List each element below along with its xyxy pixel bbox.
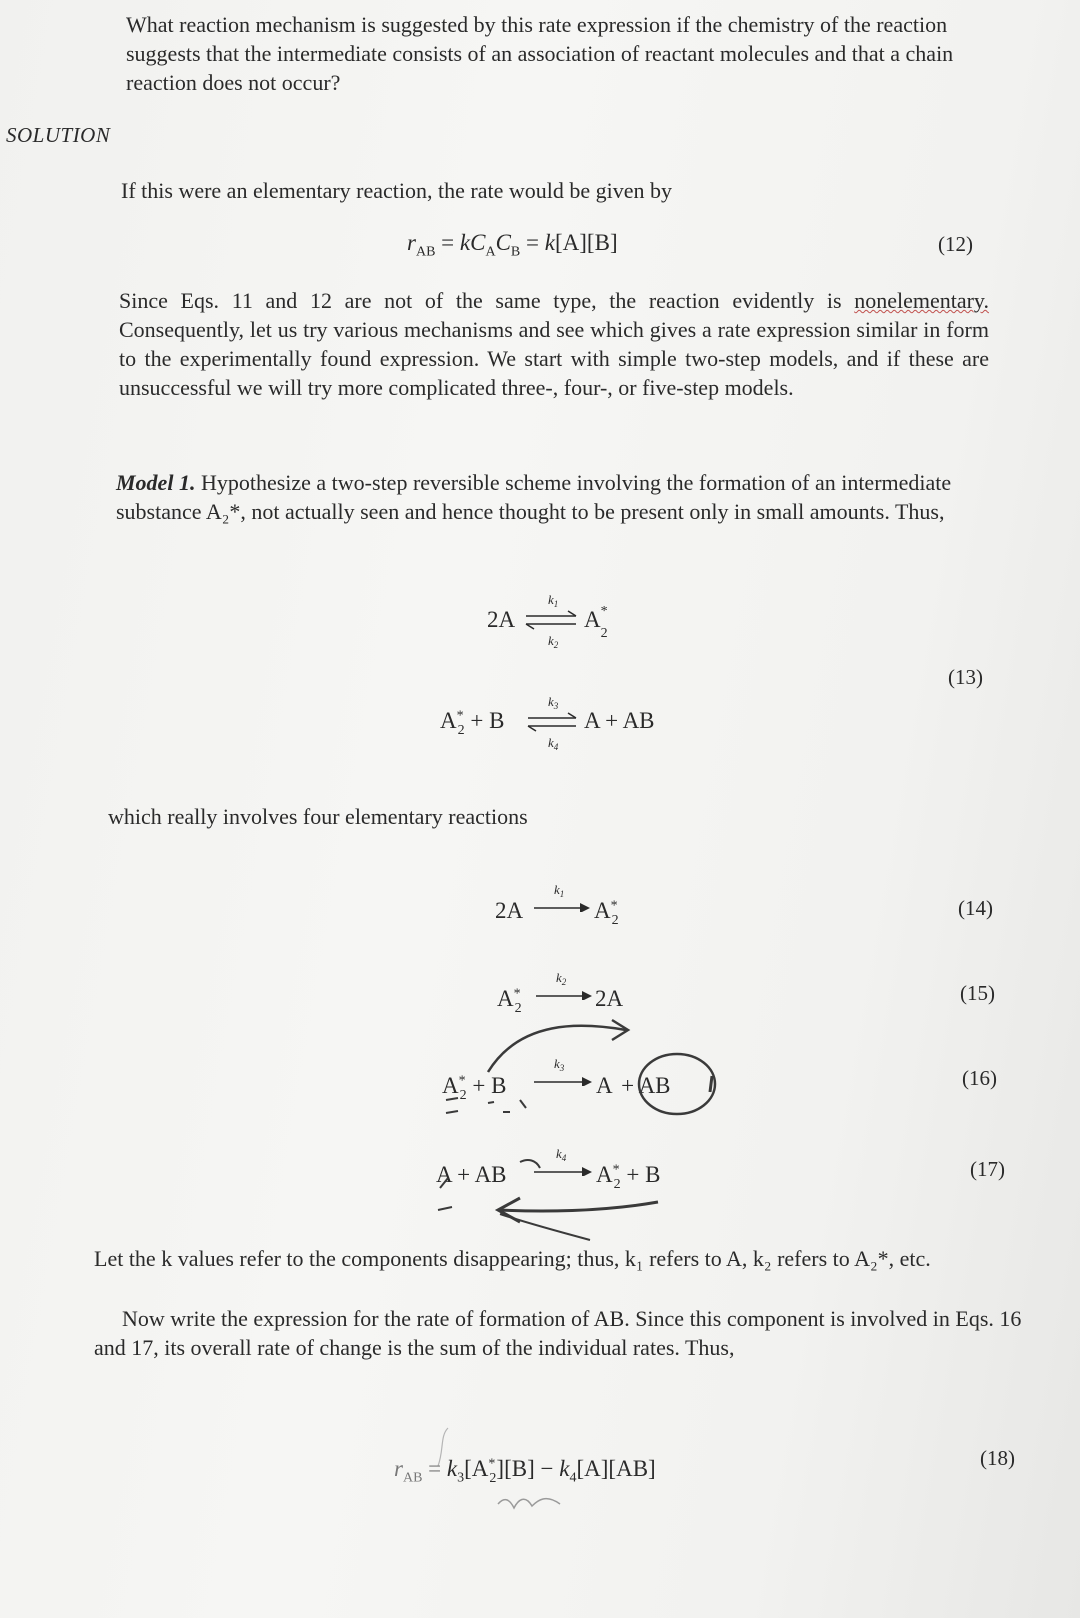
equation-13-line1: 2A: [487, 607, 516, 632]
svg-text:k3: $k_3$: [554, 1056, 565, 1073]
solution-heading: SOLUTION: [6, 123, 111, 147]
para-nonelementary: Since Eqs. 11 and 12 are not of the same type, the reaction evidently is nonelementary. Consequently, let us try various mechanisms and see which gives a rate expression similar in form to the experimentally found expression. We start with simple two-step models, and if these are unsuccessful we will try more complicated three-, four-, or five-step models.: [119, 288, 989, 400]
equation-14-number: (14): [958, 896, 993, 920]
equation-13-number: (13): [948, 665, 983, 689]
para-k-values: Let the k values refer to the components disappearing; thus, k₁ refers to A, k₂ refers to A₂*, etc.: [94, 1246, 931, 1271]
equation-17-number: (17): [970, 1157, 1005, 1181]
equation-17-reactants: A + AB: [436, 1162, 507, 1187]
para-four-elementary: which really involves four elementary reactions: [108, 804, 528, 829]
equation-13-line2: $A^*_2 + B$: [440, 708, 505, 738]
equation-18-number: (18): [980, 1446, 1015, 1470]
equation-18: $r_{AB} = k_3[A^*_2][B] - k_4[A][AB]$: [394, 1456, 656, 1486]
svg-text:k3: $k_3$: [548, 694, 559, 711]
equation-12-number: (12): [938, 232, 973, 256]
equation-17-products: $A^*_2 + B$: [596, 1162, 661, 1192]
question-text: What reaction mechanism is suggested by this rate expression if the chemistry of the reaction suggests that the intermediate consists of an association of reactant molecules and that a chain reaction does not occur?: [126, 12, 954, 95]
equation-14-product: $A^*_2$: [594, 898, 619, 928]
equation-16-products: A + AB: [596, 1073, 671, 1098]
para-model-1: Model 1. Hypothesize a two-step reversible scheme involving the formation of an intermediate substance A₂*, not actually seen and hence thought to be present only in small amounts. Thus,: [116, 470, 952, 524]
equation-14-reactant: 2A: [495, 898, 524, 923]
equation-16-number: (16): [962, 1066, 997, 1090]
svg-text:k1: $k_1$: [548, 592, 559, 609]
equation-12: $r_{AB} = kC_AC_B = k[A][B]$: [407, 230, 618, 260]
equation-13-line2-products: A + AB: [584, 708, 655, 733]
svg-text:k2: $k_2$: [556, 970, 567, 987]
svg-text:k1: $k_1$: [554, 882, 565, 899]
svg-text:k4: $k_4$: [548, 735, 559, 752]
para-rate-formation: Now write the expression for the rate of formation of AB. Since this component is involved in Eqs. 16 and 17, its overall rate of change is the sum of the individual rates. Thus,: [94, 1306, 1022, 1360]
equation-15-reactant: $A^*_2$: [497, 986, 522, 1016]
equation-13-product: $A^*_2$: [584, 604, 608, 641]
equation-15-product: 2A: [595, 986, 624, 1011]
equation-15-number: (15): [960, 981, 995, 1005]
svg-text:k4: $k_4$: [556, 1146, 567, 1163]
para-elementary: If this were an elementary reaction, the rate would be given by: [121, 178, 672, 203]
equation-16-reactants: $A^*_2 + B$: [442, 1073, 507, 1103]
svg-text:k2: $k_2$: [548, 633, 559, 650]
